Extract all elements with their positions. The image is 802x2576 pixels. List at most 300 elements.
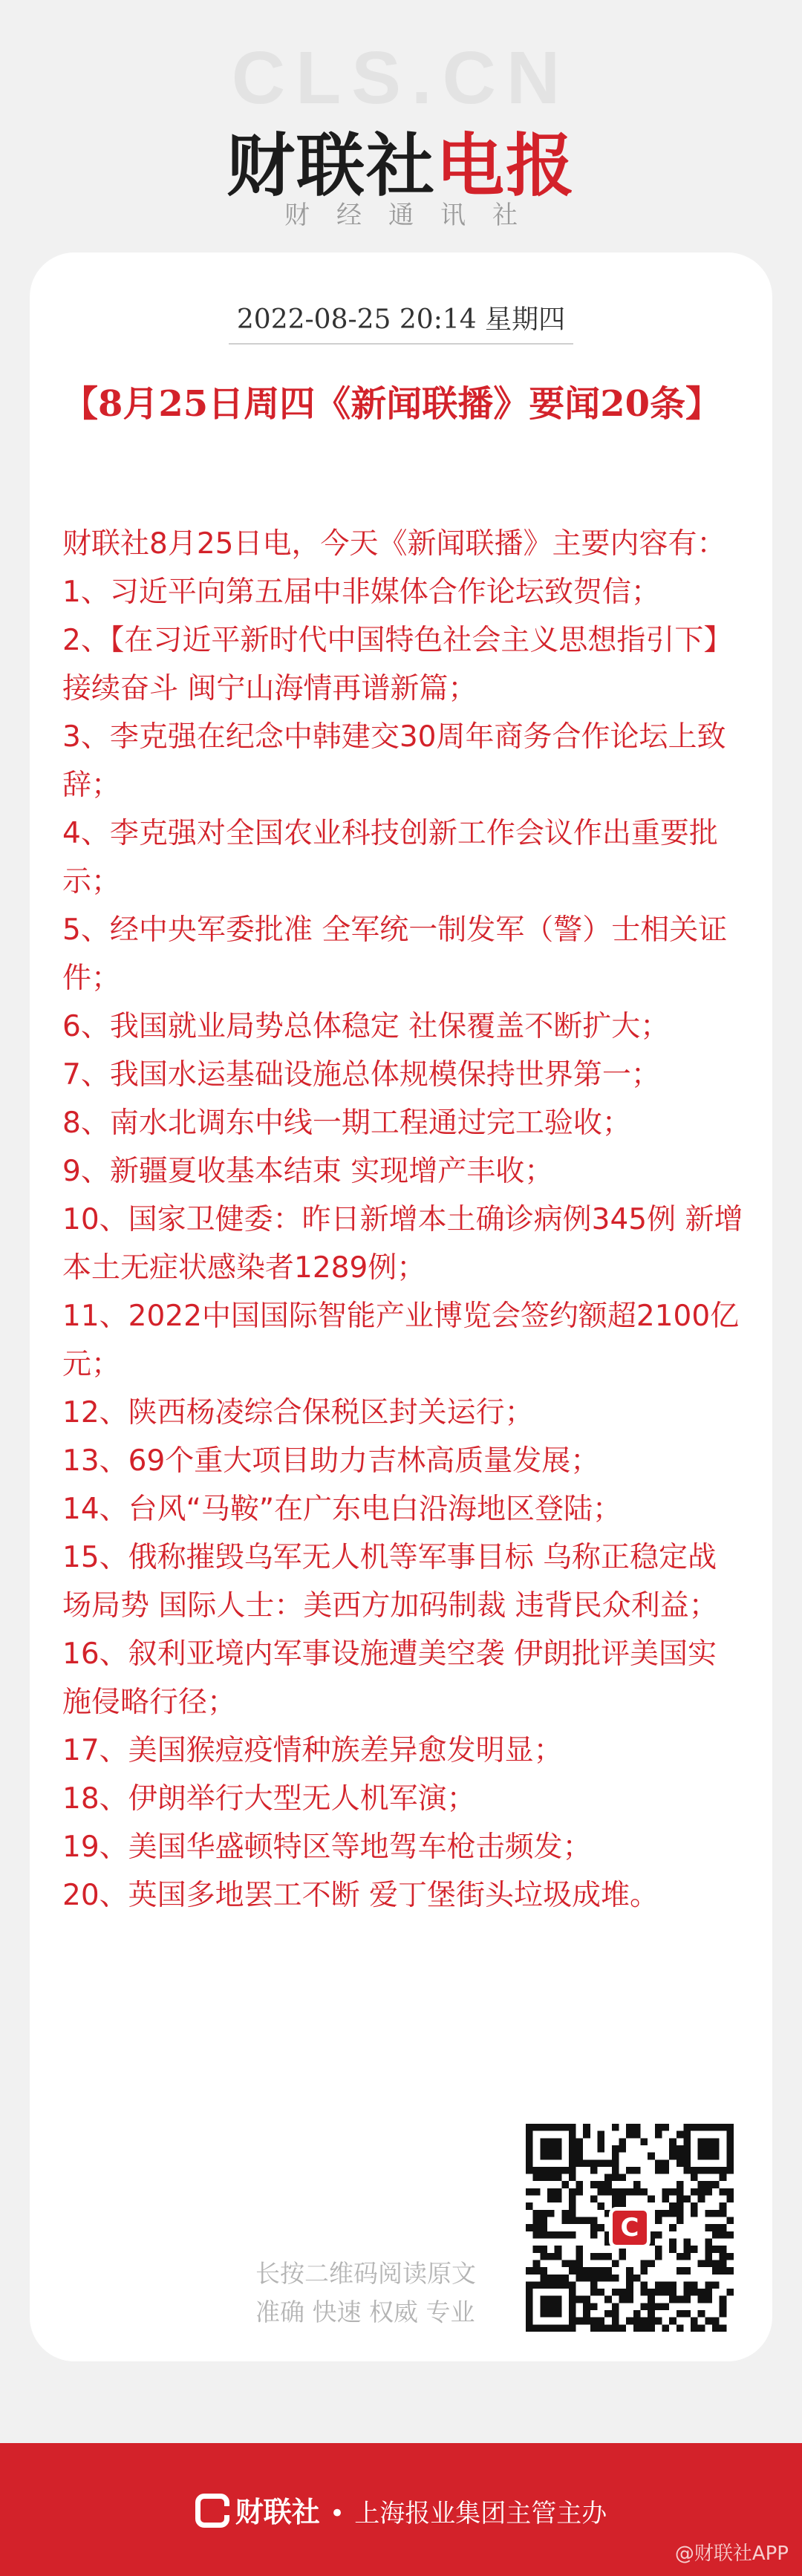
qr-module [720,2324,727,2332]
qr-module [726,2231,734,2239]
qr-module [640,2289,648,2296]
qr-module [640,2318,648,2325]
qr-module [555,2275,562,2282]
qr-module [561,2210,569,2217]
qr-module [677,2196,684,2203]
qr-module [669,2318,677,2325]
qr-module [648,2153,655,2160]
qr-module [691,2188,698,2196]
qr-module [612,2318,619,2325]
qr-module [604,2324,612,2332]
qr-module [604,2296,612,2303]
qr-module [698,2296,705,2303]
qr-module [720,2303,727,2310]
qr-module [555,2296,562,2303]
qr-module [540,2153,547,2160]
qr-module [677,2267,684,2275]
qr-module [547,2124,555,2131]
qr-module [655,2246,662,2253]
qr-module [712,2246,720,2253]
news-item: 8、南水北调东中线一期工程通过完工验收； [62,1106,631,1140]
qr-module [683,2196,691,2203]
date-divider [229,343,573,345]
qr-module [612,2196,619,2203]
qr-module [555,2253,562,2260]
qr-module [655,2159,662,2167]
qr-module [540,2310,547,2318]
qr-section [30,2124,772,2347]
qr-module [633,2318,641,2325]
qr-module [547,2210,555,2217]
qr-module [598,2267,605,2275]
qr-module [547,2231,555,2239]
qr-module [669,2145,677,2153]
qr-module [720,2210,727,2217]
qr-module [677,2202,684,2210]
qr-module [555,2246,562,2253]
qr-module [677,2131,684,2139]
qr-module [691,2324,698,2332]
qr-module [526,2145,533,2153]
news-item: 19、美国华盛顿特区等地驾车枪击频发； [62,1830,592,1864]
qr-module [633,2275,641,2282]
qr-module [726,2167,734,2174]
qr-module [604,2310,612,2318]
qr-module [569,2131,576,2139]
qr-module [569,2296,576,2303]
qr-module [640,2260,648,2267]
qr-module [726,2138,734,2145]
qr-module [726,2289,734,2296]
brand-tagline: 财经通讯社 [284,200,544,230]
qr-module [540,2167,547,2174]
qr-module [612,2153,619,2160]
qr-module [677,2159,684,2167]
qr-module [583,2131,590,2139]
qr-module [576,2260,584,2267]
qr-module [633,2310,641,2318]
qr-module [712,2260,720,2267]
qr-module [619,2196,627,2203]
qr-module [726,2217,734,2225]
qr-module [561,2231,569,2239]
qr-module [540,2303,547,2310]
qr-module [626,2281,633,2289]
qr-module [612,2167,619,2174]
news-item: 6、我国就业局势总体稳定 社保覆盖不断扩大； [62,1010,670,1043]
qr-module [720,2246,727,2253]
qr-module [547,2153,555,2160]
qr-module [547,2167,555,2174]
qr-module [598,2202,605,2210]
news-item: 18、伊朗举行大型无人机军演； [62,1782,476,1816]
qr-module [640,2267,648,2275]
qr-module [583,2159,590,2167]
qr-module [619,2174,627,2182]
news-item: 17、美国猴痘疫情种族差异愈发明显； [62,1734,563,1767]
qr-module [569,2318,576,2325]
qr-module [604,2275,612,2282]
qr-code[interactable] [526,2124,734,2332]
cls-logo-icon: C [609,2207,651,2249]
qr-module [726,2188,734,2196]
qr-module [576,2188,584,2196]
qr-module [619,2138,627,2145]
qr-module [583,2267,590,2275]
article-body [62,520,746,1920]
qr-module [720,2231,727,2239]
brand-telegraph: 电报 [436,126,576,206]
qr-module [576,2181,584,2188]
qr-module [705,2181,712,2188]
qr-module [648,2260,655,2267]
qr-module [590,2217,598,2225]
qr-module [533,2246,541,2253]
qr-module [533,2324,541,2332]
qr-module [555,2174,562,2182]
qr-module [619,2289,627,2296]
qr-module [626,2275,633,2282]
qr-module [612,2174,619,2182]
news-item: 4、李克强对全国农业科技创新工作会议作出重要批示； [62,817,718,899]
qr-module [526,2318,533,2325]
qr-module [569,2159,576,2167]
qr-module [569,2217,576,2225]
qr-module [633,2167,641,2174]
qr-module [683,2253,691,2260]
qr-module [655,2124,662,2131]
qr-module [712,2267,720,2275]
qr-module [526,2188,533,2196]
qr-module [683,2281,691,2289]
qr-module [677,2324,684,2332]
qr-module [533,2231,541,2239]
qr-module [698,2289,705,2296]
qr-hint: 长按二维码阅读原文 [255,2259,476,2288]
qr-module [576,2138,584,2145]
qr-module [569,2289,576,2296]
qr-module [526,2138,533,2145]
qr-module [720,2296,727,2303]
news-item: 12、陕西杨凌综合保税区封关运行； [62,1396,534,1429]
qr-module [720,2167,727,2174]
qr-module [720,2253,727,2260]
header [0,0,802,252]
qr-module [540,2210,547,2217]
qr-module [726,2159,734,2167]
news-item: 9、新疆夏收基本结束 实现增产丰收； [62,1155,554,1188]
qr-module [555,2303,562,2310]
qr-module [683,2138,691,2145]
qr-module [662,2159,669,2167]
qr-module [705,2145,712,2153]
qr-module [712,2210,720,2217]
qr-module [547,2281,555,2289]
qr-module [705,2188,712,2196]
qr-module [569,2138,576,2145]
qr-module [547,2174,555,2182]
qr-module [677,2296,684,2303]
qr-module [604,2174,612,2182]
qr-module [555,2281,562,2289]
qr-module [626,2167,633,2174]
qr-module [598,2138,605,2145]
qr-module [583,2318,590,2325]
qr-module [590,2281,598,2289]
qr-module [526,2159,533,2167]
qr-module [683,2238,691,2246]
qr-module [555,2145,562,2153]
qr-module [604,2267,612,2275]
qr-module [533,2188,541,2196]
qr-module [662,2188,669,2196]
qr-module [598,2159,605,2167]
qr-module [662,2210,669,2217]
qr-module [555,2324,562,2332]
qr-module [590,2275,598,2282]
news-item: 3、李克强在纪念中韩建交30周年商务合作论坛上致辞； [62,720,726,802]
qr-module [677,2188,684,2196]
qr-module [598,2324,605,2332]
qr-module [640,2281,648,2289]
qr-module [561,2181,569,2188]
qr-module [726,2131,734,2139]
qr-module [720,2174,727,2182]
qr-module [633,2181,641,2188]
qr-module [576,2267,584,2275]
qr-module [712,2145,720,2153]
footer-separator: • [329,2499,345,2528]
qr-module [726,2124,734,2131]
qr-module [698,2196,705,2203]
qr-module [720,2260,727,2267]
qr-module [726,2196,734,2203]
qr-module [569,2202,576,2210]
qr-module [619,2145,627,2153]
qr-module [598,2181,605,2188]
qr-module [683,2296,691,2303]
qr-module [655,2210,662,2217]
qr-module [533,2167,541,2174]
qr-module [547,2145,555,2153]
qr-module [598,2275,605,2282]
qr-module [590,2196,598,2203]
qr-module [526,2131,533,2139]
qr-module [561,2275,569,2282]
qr-module [683,2145,691,2153]
qr-module [583,2124,590,2131]
qr-module [662,2124,669,2131]
qr-module [683,2267,691,2275]
news-item: 14、台风“马鞍”在广东电白沿海地区登陆； [62,1493,622,1526]
qr-module [540,2145,547,2153]
qr-module [576,2296,584,2303]
qr-module [669,2296,677,2303]
qr-module [648,2310,655,2318]
qr-module [705,2246,712,2253]
qr-module [698,2181,705,2188]
news-item: 16、叙利亚境内军事设施遭美空袭 伊朗批评美国实施侵略行径； [62,1637,717,1719]
qr-module [526,2296,533,2303]
qr-module [669,2153,677,2160]
qr-module [540,2174,547,2182]
qr-module [626,2267,633,2275]
qr-module [669,2138,677,2145]
qr-module [655,2303,662,2310]
qr-module [705,2281,712,2289]
qr-module [569,2124,576,2131]
qr-module [662,2324,669,2332]
qr-module [569,2153,576,2160]
qr-module [648,2196,655,2203]
qr-module [648,2324,655,2332]
qr-module [712,2138,720,2145]
qr-module [712,2124,720,2131]
qr-module [648,2296,655,2303]
article-title: 【8月25日周四《新闻联播》要闻20条】 [62,383,721,425]
qr-module [655,2231,662,2239]
qr-module [669,2210,677,2217]
qr-module [533,2210,541,2217]
qr-module [720,2267,727,2275]
qr-module [677,2181,684,2188]
qr-module [677,2253,684,2260]
qr-module [662,2289,669,2296]
qr-module [655,2318,662,2325]
qr-module [633,2124,641,2131]
qr-module [547,2188,555,2196]
news-item: 7、我国水运基础设施总体规模保持世界第一； [62,1058,660,1092]
qr-module [583,2303,590,2310]
qr-module [526,2281,533,2289]
qr-caption [255,2254,523,2332]
qr-module [726,2267,734,2275]
qr-module [669,2202,677,2210]
qr-module [612,2275,619,2282]
qr-module [619,2188,627,2196]
qr-module [677,2145,684,2153]
qr-module [677,2210,684,2217]
qr-module [683,2131,691,2139]
qr-module [533,2267,541,2275]
qr-slogan: 准确 快速 权威 专业 [255,2298,475,2326]
qr-module [590,2181,598,2188]
qr-module [705,2289,712,2296]
qr-module [533,2124,541,2131]
cls-c-logo-icon [195,2494,229,2528]
qr-module [555,2167,562,2174]
qr-module [691,2210,698,2217]
qr-module [712,2167,720,2174]
qr-module [669,2188,677,2196]
qr-module [669,2246,677,2253]
news-item: 10、国家卫健委：昨日新增本土确诊病例345例 新增本土无症状感染者1289例； [62,1203,743,1285]
qr-module [705,2318,712,2325]
qr-module [540,2224,547,2231]
qr-module [540,2275,547,2282]
qr-module [569,2303,576,2310]
qr-module [705,2167,712,2174]
qr-module [540,2253,547,2260]
qr-module [705,2296,712,2303]
qr-module [533,2217,541,2225]
qr-module [547,2253,555,2260]
qr-module [533,2224,541,2231]
qr-module [555,2138,562,2145]
qr-module [604,2253,612,2260]
news-item: 11、2022中国国际智能产业博览会签约额超2100亿元； [62,1300,740,1381]
qr-module [720,2202,727,2210]
qr-module [576,2153,584,2160]
qr-module [612,2188,619,2196]
qr-module [526,2167,533,2174]
qr-module [604,2188,612,2196]
qr-module [569,2281,576,2289]
qr-module [598,2145,605,2153]
qr-module [590,2167,598,2174]
qr-module [662,2167,669,2174]
qr-module [569,2260,576,2267]
qr-module [590,2324,598,2332]
qr-module [561,2281,569,2289]
qr-module [655,2167,662,2174]
qr-module [547,2303,555,2310]
qr-module [633,2188,641,2196]
news-item: 20、英国多地罢工不断 爱丁堡街头垃圾成堆。 [62,1879,659,1912]
qr-module [720,2224,727,2231]
news-item: 5、经中央军委批准 全军统一制发军（警）士相关证件； [62,913,728,995]
qr-module [540,2231,547,2239]
qr-module [712,2224,720,2231]
qr-module [598,2318,605,2325]
qr-module [698,2153,705,2160]
qr-module [576,2217,584,2225]
qr-module [633,2324,641,2332]
qr-module [590,2253,598,2260]
news-item: 15、俄称摧毁乌军无人机等军事目标 乌称正稳定战场局势 国际人士：美西方加码制裁 违背民众利益； [62,1541,718,1623]
qr-module [705,2138,712,2145]
qr-module [655,2131,662,2139]
qr-module [683,2159,691,2167]
qr-module [662,2303,669,2310]
qr-module [526,2310,533,2318]
qr-module [626,2131,633,2139]
brand-name: 财联社 [226,126,436,206]
qr-module [705,2210,712,2217]
qr-module [640,2188,648,2196]
qr-module [604,2159,612,2167]
qr-module [669,2281,677,2289]
footer [0,2443,802,2576]
qr-module [612,2260,619,2267]
qr-module [612,2310,619,2318]
qr-module [691,2281,698,2289]
qr-module [526,2224,533,2231]
qr-module [540,2138,547,2145]
qr-module [612,2289,619,2296]
qr-module [555,2196,562,2203]
qr-module [726,2153,734,2160]
qr-module [540,2324,547,2332]
qr-module [583,2217,590,2225]
news-item: 1、习近平向第五届中非媒体合作论坛致贺信； [62,575,660,609]
qr-module [569,2310,576,2318]
qr-module [712,2231,720,2239]
qr-module [669,2289,677,2296]
footer-sponsor-text: 上海报业集团主管主办 [354,2499,607,2528]
qr-module [626,2296,633,2303]
news-item: 2、【在习近平新时代中国特色社会主义思想指引下】接续奋斗 闽宁山海情再谱新篇； [62,624,733,705]
